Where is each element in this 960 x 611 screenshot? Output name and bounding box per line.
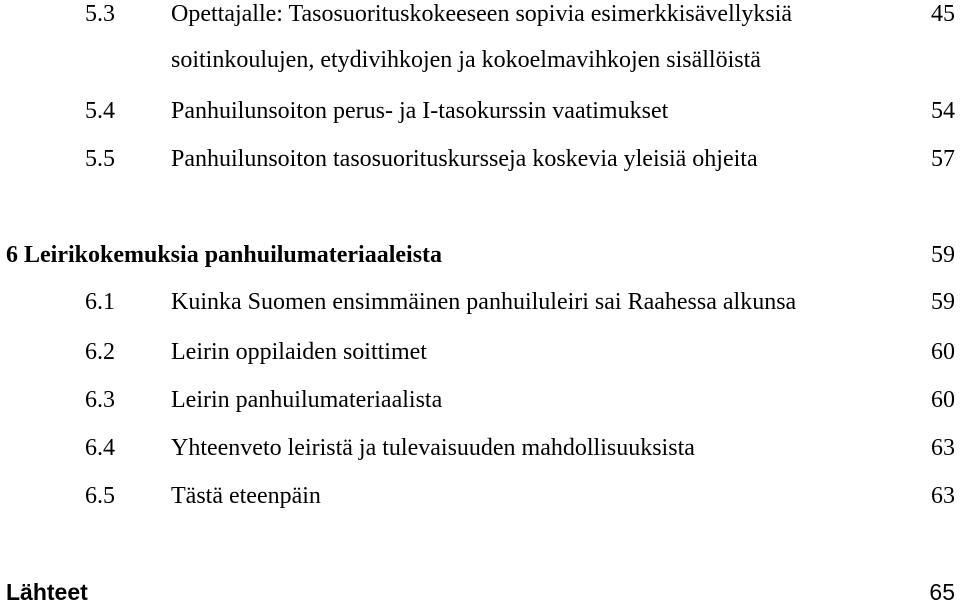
- toc-entry-6-4: [0, 436, 960, 466]
- toc-entry-5-3-continued: [0, 48, 960, 78]
- toc-entry-number: 5.5: [85, 146, 115, 172]
- toc-entry-5-5: [0, 147, 960, 177]
- toc-entry-title: Tästä eteenpäin: [171, 483, 321, 509]
- toc-entry-page: 63: [931, 483, 955, 509]
- toc-entry-page: 59: [931, 289, 955, 315]
- toc-entry-title: Kuinka Suomen ensimmäinen panhuiluleiri sai Raahessa alkunsa: [171, 289, 797, 315]
- toc-entry-5-3: [0, 2, 960, 32]
- toc-entry-6-2: [0, 340, 960, 370]
- toc-chapter-6: [0, 243, 960, 273]
- toc-entry-title: Panhuilunsoiton perus- ja I-tasokurssin vaatimukset: [171, 98, 669, 124]
- toc-entry-page: 57: [931, 146, 955, 172]
- toc-chapter-page: 59: [931, 242, 955, 268]
- toc-entry-6-5: [0, 484, 960, 514]
- toc-entry-title: Yhteenveto leiristä ja tulevaisuuden mahdollisuuksista: [171, 435, 695, 461]
- toc-entry-title: Opettajalle: Tasosuorituskokeeseen sopivia esimerkkisävellyksiä: [171, 1, 793, 27]
- toc-references-title: Lähteet: [6, 579, 88, 605]
- toc-entry-number: 6.3: [85, 387, 115, 413]
- toc-entry-6-1: [0, 290, 960, 320]
- toc-entry-number: 5.3: [85, 1, 115, 27]
- toc-entry-6-3: [0, 388, 960, 418]
- toc-references: [0, 581, 960, 611]
- toc-entry-number: 6.1: [85, 289, 115, 315]
- toc-entry-number: 6.4: [85, 435, 115, 461]
- toc-entry-number: 6.5: [85, 483, 115, 509]
- toc-entry-page: 54: [931, 98, 955, 124]
- toc-entry-title-continued: soitinkoulujen, etydivihkojen ja kokoelmavihkojen sisällöistä: [171, 47, 761, 73]
- toc-entry-page: 60: [931, 339, 955, 365]
- toc-entry-number: 5.4: [85, 98, 115, 124]
- toc-entry-page: 45: [931, 1, 955, 27]
- toc-entry-number: 6.2: [85, 339, 115, 365]
- toc-chapter-title: 6 Leirikokemuksia panhuilumateriaaleista: [6, 242, 443, 268]
- toc-entry-page: 63: [931, 435, 955, 461]
- toc-entry-page: 60: [931, 387, 955, 413]
- toc-entry-title: Panhuilunsoiton tasosuorituskursseja koskevia yleisiä ohjeita: [171, 146, 758, 172]
- toc-entry-title: Leirin oppilaiden soittimet: [171, 339, 427, 365]
- toc-entry-5-4: [0, 99, 960, 129]
- toc-references-page: 65: [929, 579, 955, 605]
- toc-entry-title: Leirin panhuilumateriaalista: [171, 387, 443, 413]
